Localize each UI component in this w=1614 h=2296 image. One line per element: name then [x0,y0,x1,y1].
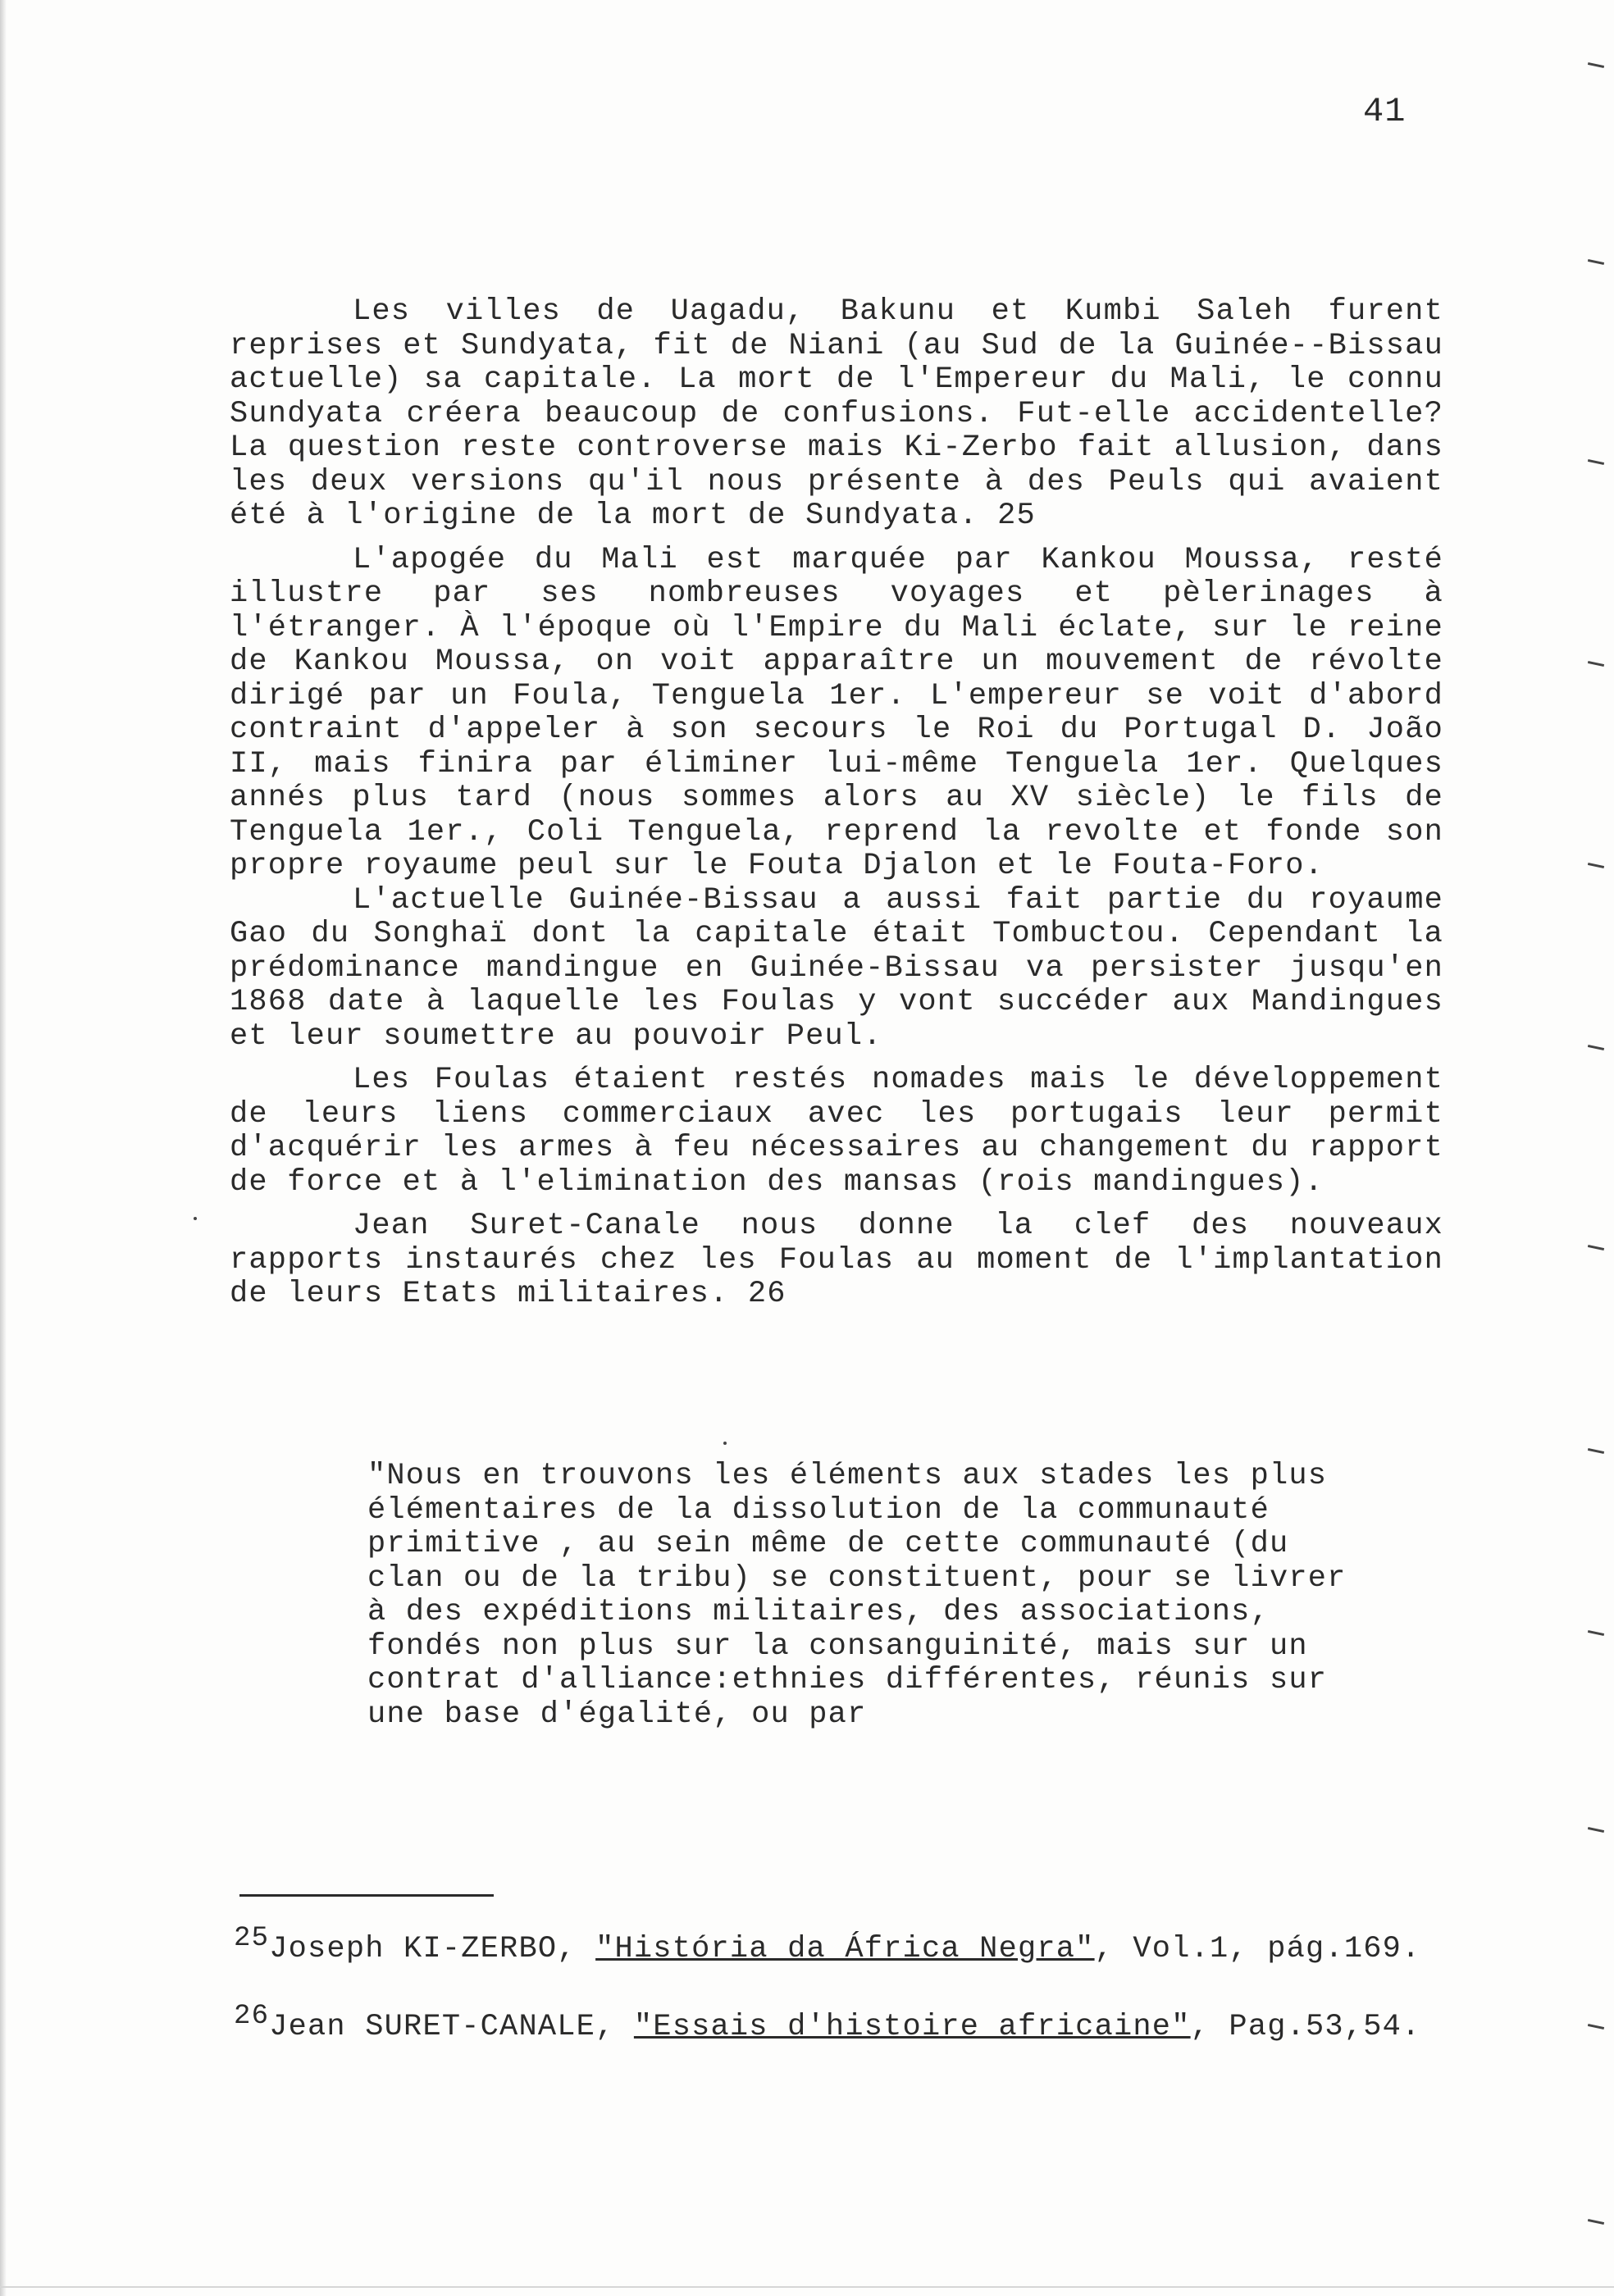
footnote-number: 26 [234,2001,270,2032]
margin-tick [1588,459,1604,465]
ink-speck [194,1217,197,1220]
footnote-title: "Essais d'histoire africaine" [633,2010,1191,2044]
page-number: 41 [1363,92,1407,131]
paragraph-3: L'actuelle Guinée-Bissau a aussi fait partie du royaume Gao du Songhaï dont la capitale était Tombuctou. Cependant la prédominance mandingue en Guinée-Bissau va persister jusqu'en 1868 date à laquelle les Foulas y vont succéder aux Mandingues et leur soumettre au pouvoir Peul. [230,882,1463,1054]
margin-tick [1588,1045,1604,1050]
margin-tick [1588,1827,1604,1833]
footnote-author: Joseph KI-ZERBO, [269,1932,596,1966]
block-quote: "Nous en trouvons les éléments aux stades les plus élémentaires de la dissolution de la communauté primitive , au sein même de cette communauté (du clan ou de la tribu) se constituent, pour se livrer à des expéditions militaires, des associations, fondés non plus sur la consanguinité, mais sur un contrat d'alliance:ethnies différentes, réunis sur une base d'égalité, ou par [367,1459,1366,1732]
paragraph-5: Jean Suret-Canale nous donne la clef des nouveaux rapports instaurés chez les Foulas au moment de l'implantation de leurs Etats militaires. 26 [230,1209,1463,1311]
paragraph-4: Les Foulas étaient restés nomades mais le développement de leurs liens commerciaux avec les portugais leur permit d'acquérir les armes à feu nécessaires au changement du rapport de force et à l'elimination des mansas (rois mandingues). [230,1063,1463,1200]
footnote-26 [234,2001,1420,2044]
margin-tick [1588,2219,1604,2225]
footnote-25 [234,1923,1420,1966]
margin-tick [1588,1448,1604,1454]
ink-speck [723,1442,727,1445]
paragraph-2: L'apogée du Mali est marquée par Kankou Moussa, resté illustre par ses nombreuses voyages et pèlerinages à l'étranger. À l'époque où l'Empire du Mali éclate, sur le reine de Kankou Moussa, on voit apparaître un mouvement de révolte dirigé par un Foula, Tenguela 1er. L'empereur se voit d'abord contraint d'appeler à son secours le Roi du Portugal D. João II, mais finira par éliminer lui-même Tenguela 1er. Quelques annés plus tard (nous sommes alors au XV siècle) le fils de Tenguela 1er., Coli Tenguela, reprend la revolte et fonde son propre royaume peul sur le Fouta Djalon et le Fouta-Foro. [230,542,1463,883]
body-text [230,294,1463,1322]
margin-tick [1588,259,1604,265]
margin-tick [1588,2024,1604,2029]
scan-left-edge [0,0,7,2296]
margin-tick [1588,863,1604,868]
footnote-title: "História da África Negra" [595,1932,1095,1966]
footnote-reference: , Pag.53,54. [1190,2010,1421,2044]
footnote-reference: , Vol.1, pág.169. [1094,1932,1421,1966]
margin-tick [1588,62,1604,68]
footnote-number: 25 [234,1923,270,1954]
footnote-author: Jean SURET-CANALE, [269,2010,634,2044]
margin-tick [1588,1630,1604,1636]
scan-bottom-edge [0,2286,1614,2288]
margin-tick [1588,661,1604,667]
paragraph-1: Les villes de Uagadu, Bakunu et Kumbi Saleh furent reprises et Sundyata, fit de Niani (au Sud de la Guinée--Bissau actuelle) sa capitale. La mort de l'Empereur du Mali, le connu Sundyata créera beaucoup de confusions. Fut-elle accidentelle? La question reste controverse mais Ki-Zerbo fait allusion, dans les deux versions qu'il nous présente à des Peuls qui avaient été à l'origine de la mort de Sundyata. 25 [230,294,1463,533]
margin-tick [1588,1245,1604,1250]
footnote-separator [239,1894,494,1897]
